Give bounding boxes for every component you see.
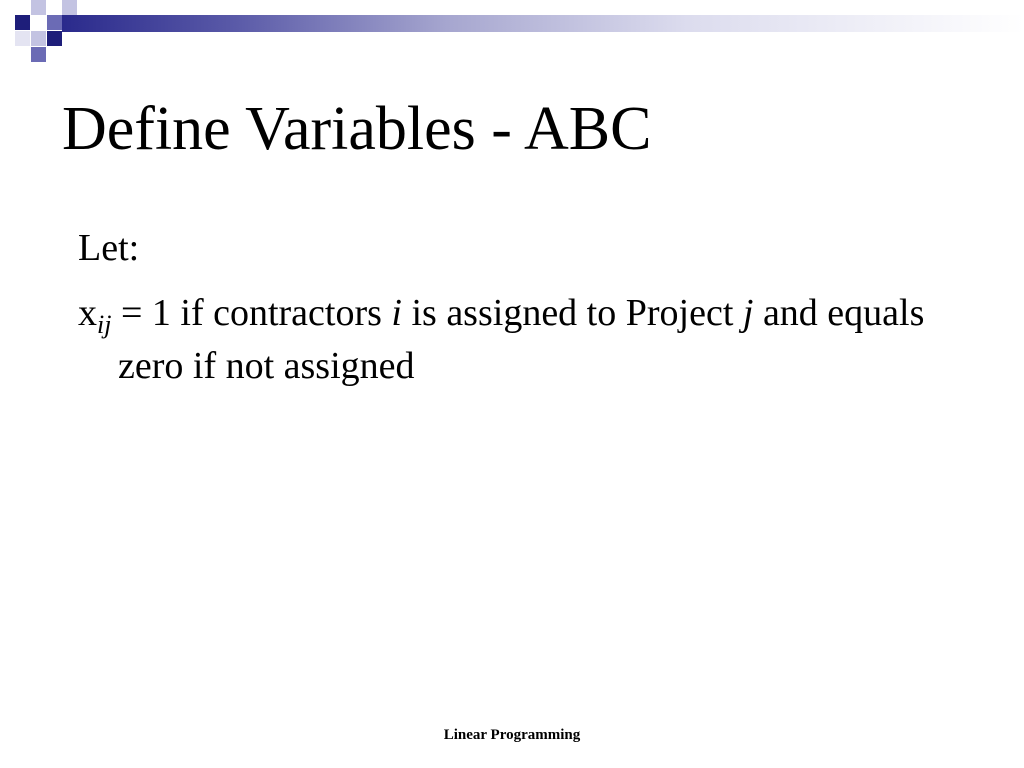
header-decoration [0,0,1024,64]
deco-square [15,31,30,46]
slide-body [78,222,958,394]
let-label: Let: [78,227,140,269]
deco-square [62,0,77,15]
deco-square [31,31,46,46]
variable-subscript: ij [97,310,112,340]
variable-name: x [78,292,97,335]
header-gradient-bar [62,15,1024,32]
index-j: j [742,292,754,335]
definition-text-3: and equals zero if not assigned [118,292,925,388]
deco-square [47,15,62,30]
deco-square [15,15,30,30]
variable-definition [78,287,958,393]
slide-title: Define Variables - ABC [62,95,652,163]
slide-footer: Linear Programming [443,727,581,743]
deco-square [31,0,46,15]
definition-text-1: = 1 if contractors [111,292,392,335]
deco-square [47,31,62,46]
definition-text-2: is assigned to Project [401,292,743,335]
deco-square [31,47,46,62]
index-i: i [391,292,402,335]
